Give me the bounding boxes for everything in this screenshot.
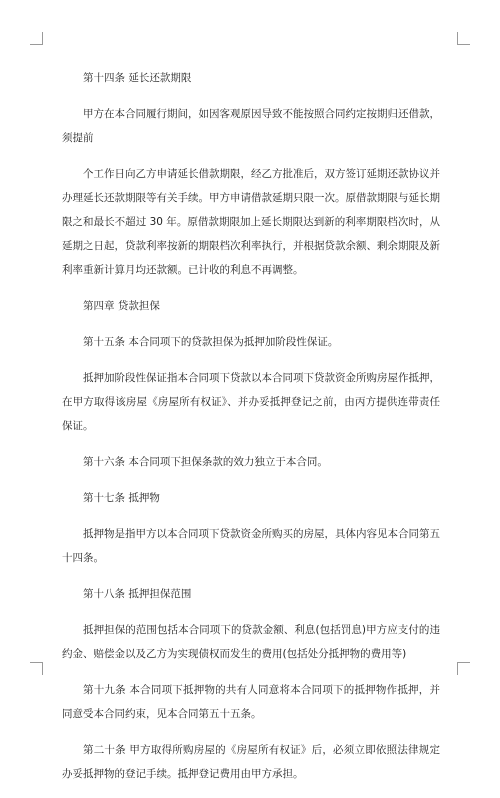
article-18-heading: 第十八条 抵押担保范围 [83, 588, 192, 600]
article-20: 第二十条 甲方取得所购房屋的《房屋所有权证》后，必须立即依照法律规定办妥抵押物的登记手续。抵押登记费用由甲方承担。 [62, 744, 440, 780]
article-14-heading: 第十四条 延长还款期限 [83, 72, 192, 84]
article-14-paragraph-2: 个工作日向乙方申请延长借款期限，经乙方批准后，双方签订延期还款协议并办理延长还款期限等有关手续。甲方申请借款延期只限一次。原借款期限与延长期限之和最长不超过 30 年。原借款期限加上延长期限达到新的利率期限档次时，从延期之日起，贷款利率按新的期限档次利率执行，并根据贷款余额、剩余期限及新利率重新计算月均还款额。已计收的利息不再调整。 [62, 168, 440, 276]
article-19: 第十九条 本合同项下抵押物的共有人同意将本合同项下的抵押物作抵押，并同意受本合同约束，见本合同第五十五条。 [62, 684, 440, 720]
article-16: 第十六条 本合同项下担保条款的效力独立于本合同。 [83, 456, 328, 468]
article-15-paragraph-1: 抵押加阶段性保证指本合同项下贷款以本合同项下贷款资金所购房屋作抵押，在甲方取得该房屋《房屋所有权证》、并办妥抵押登记之前，由丙方提供连带责任保证。 [62, 372, 440, 432]
crop-mark-bottom-right [457, 662, 470, 675]
crop-mark-top-right [457, 32, 470, 45]
article-18-paragraph-1: 抵押担保的范围包括本合同项下的贷款金额、利息(包括罚息)甲方应支付的违约金、赔偿金以及乙方为实现债权而发生的费用(包括处分抵押物的费用等) [62, 624, 440, 660]
document-body [62, 66, 440, 798]
article-15: 第十五条 本合同项下的贷款担保为抵押加阶段性保证。 [83, 336, 339, 348]
crop-mark-top-left [30, 32, 43, 45]
article-17-heading: 第十七条 抵押物 [83, 492, 160, 504]
article-17-paragraph-1: 抵押物是指甲方以本合同项下贷款资金所购买的房屋，具体内容见本合同第五十四条。 [62, 528, 440, 564]
crop-mark-bottom-left [30, 662, 43, 675]
chapter-4-heading: 第四章 贷款担保 [83, 300, 160, 312]
article-14-paragraph-1: 甲方在本合同履行期间，如因客观原因导致不能按照合同约定按期归还借款，须提前 [62, 108, 440, 144]
